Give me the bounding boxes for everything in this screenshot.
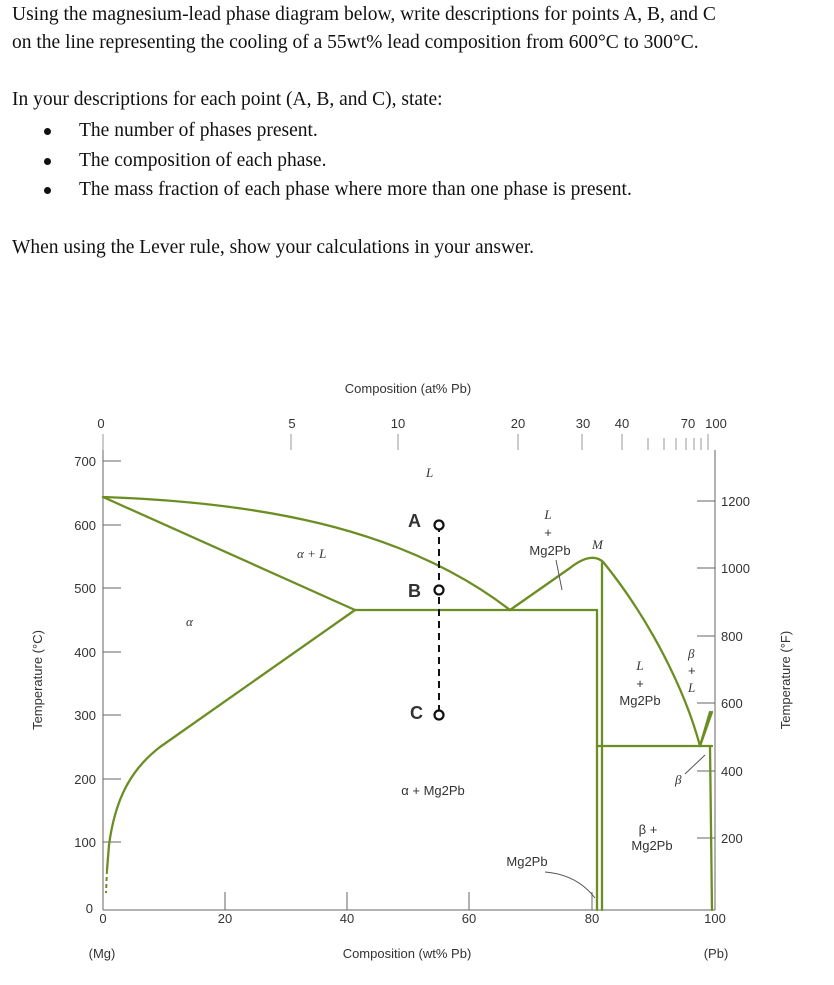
right-tick-label: 1200 [721, 494, 750, 509]
bullet-item-composition: The composition of each phase. [79, 150, 327, 171]
left-axis-labels [74, 454, 96, 916]
point-a-label: A [408, 511, 421, 531]
bottom-tick-label: 100 [704, 911, 726, 926]
left-tick-label: 400 [74, 645, 96, 660]
point-b-label: B [408, 581, 421, 601]
left-axis-title: Temperature (°C) [30, 630, 45, 730]
right-axis-labels [721, 494, 750, 846]
region-beta-l-l: L [688, 680, 696, 695]
top-tick-label: 70 [680, 416, 696, 431]
left-tick-label: 500 [74, 581, 96, 596]
region-l-mg2pb-left-plus: + [544, 525, 552, 540]
region-labels [186, 465, 705, 898]
region-beta-mg2pb-compound: Mg2Pb [631, 838, 673, 853]
region-l-mg2pb-left-compound: Mg2Pb [529, 543, 571, 558]
bottom-tick-label: 0 [99, 911, 107, 926]
bottom-tick-label: 20 [217, 911, 233, 926]
region-beta-label: β [675, 772, 682, 787]
top-tick-label: 10 [390, 416, 406, 431]
region-beta-l-plus: + [688, 663, 696, 678]
top-tick-label: 40 [614, 416, 630, 431]
right-tick-label: 200 [721, 831, 743, 846]
bullet-item-phases: The number of phases present. [79, 120, 318, 141]
bottom-tick-label: 80 [584, 911, 600, 926]
liquidus-mg2pb-right [604, 563, 700, 746]
alpha-solvus-dashed [106, 870, 107, 893]
region-l-mg2pb-right-l: L [636, 658, 644, 673]
top-tick-label: 20 [510, 416, 526, 431]
top-tick-label: 100 [705, 416, 727, 431]
left-tick-label: 300 [74, 708, 96, 723]
bottom-axis-labels [99, 911, 725, 926]
point-b-marker [435, 586, 444, 595]
region-l-mg2pb-right-plus: + [636, 676, 644, 691]
right-tick-label: 400 [721, 764, 743, 779]
point-m-label: M [592, 537, 603, 552]
bottom-axis-title: Composition (wt% Pb) [342, 946, 472, 961]
bottom-tick-label: 60 [461, 911, 477, 926]
left-tick-label: 0 [85, 901, 93, 916]
region-liquid-label: L [426, 465, 434, 480]
point-c-marker [435, 711, 444, 720]
top-tick-label: 5 [288, 416, 296, 431]
top-axis-ticks [103, 434, 708, 450]
right-tick-label: 1000 [721, 561, 750, 576]
left-tick-label: 600 [74, 518, 96, 533]
region-l-mg2pb-left-l: L [544, 507, 552, 522]
mg-end-label: (Mg) [88, 946, 116, 961]
bullet-item-mass-fraction: The mass fraction of each phase where more than one phase is present. [79, 179, 632, 200]
top-axis-labels [97, 416, 726, 431]
region-alpha-label: α [186, 614, 193, 629]
top-axis-title: Composition (at% Pb) [344, 381, 472, 396]
region-beta-mg2pb-beta: β + [638, 822, 658, 837]
left-tick-label: 100 [74, 835, 96, 850]
top-tick-label: 30 [575, 416, 591, 431]
solvus-alpha [107, 610, 355, 870]
left-axis-ticks [103, 461, 121, 842]
question-line-2: on the line representing the cooling of a 55wt% lead composition from 600°C to 300°C. [12, 32, 699, 53]
right-axis-ticks [697, 501, 715, 838]
pointer-arrow [545, 872, 595, 898]
pb-end-label: (Pb) [703, 946, 729, 961]
point-c-label: C [410, 703, 423, 723]
region-beta-l-beta: β [688, 646, 695, 661]
top-tick-label: 0 [97, 416, 105, 431]
point-a-marker [435, 521, 444, 530]
right-axis-title: Temperature (°F) [778, 630, 793, 730]
left-tick-label: 700 [74, 454, 96, 469]
point-labels [408, 511, 423, 723]
region-alpha-mg2pb-label: α + Mg2Pb [401, 783, 465, 798]
region-mg2pb-label: Mg2Pb [506, 854, 548, 869]
region-alpha-plus-l-label: α + L [297, 546, 327, 561]
region-l-mg2pb-right-compound: Mg2Pb [619, 693, 661, 708]
question-line-3: In your descriptions for each point (A, B, and C), state: [12, 89, 443, 110]
question-line-4: When using the Lever rule, show your calculations in your answer. [12, 237, 535, 258]
left-tick-label: 200 [74, 772, 96, 787]
bottom-axis-ticks [225, 892, 592, 910]
question-line-1: Using the magnesium-lead phase diagram below, write descriptions for points A, B, and C [12, 4, 716, 25]
right-tick-label: 800 [721, 629, 743, 644]
bottom-tick-label: 40 [339, 911, 355, 926]
right-tick-label: 600 [721, 696, 743, 711]
solidus-beta [700, 712, 710, 746]
